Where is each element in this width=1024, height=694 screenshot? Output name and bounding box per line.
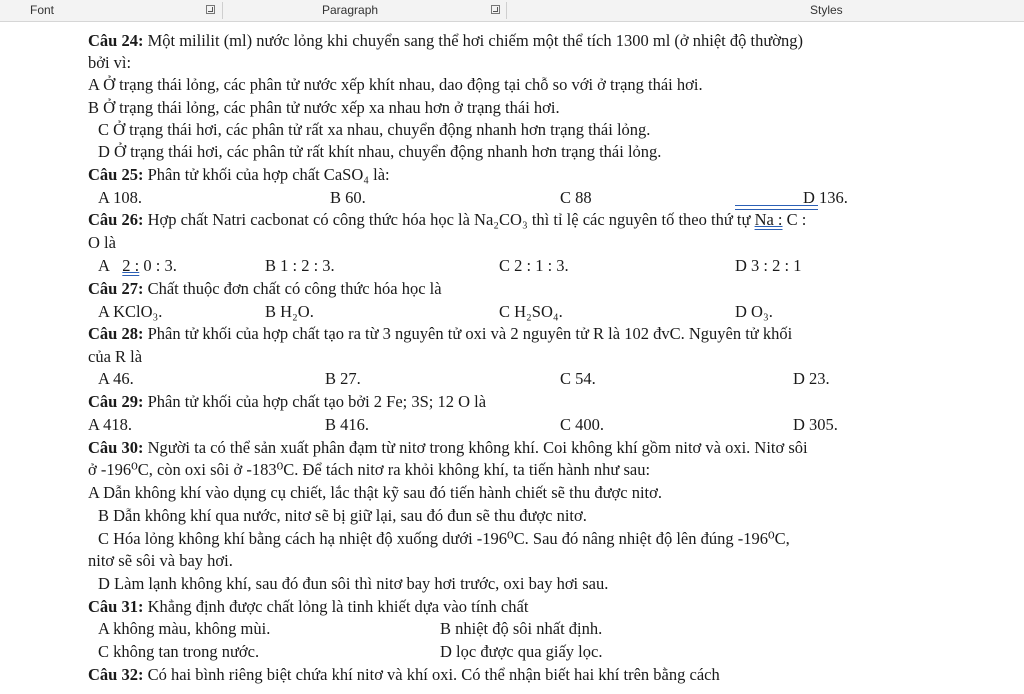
question-label: Câu 31: (88, 597, 144, 616)
question-26-option-a (98, 255, 177, 277)
question-text: Phân tử khối của hợp chất tạo ra từ 3 nguyên tử oxi và 2 nguyên tử R là 102 đvC. Nguyên tử khối (143, 324, 793, 343)
question-text: Hợp chất Natri cacbonat có công thức hóa học là Na₂CO₃ thì tỉ lệ các nguyên tố theo thứ tự (143, 210, 751, 229)
question-text: Một mililit (ml) nước lỏng khi chuyển sang thể hơi chiếm một thể tích 1300 ml (ở nhiệt độ thường) (143, 31, 804, 50)
question-29-option-a: A 418. (88, 415, 133, 434)
question-30-option-b: B Dẫn không khí qua nước, nitơ sẽ bị giữ lại, sau đó đun sẽ thu được nitơ. (98, 506, 587, 525)
question-26-continuation: O là (88, 233, 116, 252)
question-26-option-d: D 3 : 2 : 1 (735, 256, 802, 275)
question-label: Câu 32: (88, 665, 144, 684)
ribbon-group-bar (0, 0, 1024, 22)
question-30 (88, 437, 808, 459)
question-label: Câu 24: (88, 31, 144, 50)
option-text: 0 : 3. (139, 256, 177, 275)
question-text: Có hai bình riêng biệt chứa khí nitơ và khí oxi. Có thể nhận biết hai khí trên bằng cách (143, 665, 720, 684)
question-27 (88, 278, 442, 300)
question-24-option-b: B Ở trạng thái lỏng, các phân tử nước xếp xa nhau hơn ở trạng thái hơi. (88, 98, 560, 117)
question-26 (88, 209, 806, 231)
question-25-option-a: A 108. (98, 188, 143, 207)
question-label: Câu 29: (88, 392, 144, 411)
question-label: Câu 30: (88, 438, 144, 457)
question-29-option-d: D 305. (793, 415, 838, 434)
question-25-option-d: D 136. (803, 188, 848, 207)
paragraph-group-label: Paragraph (322, 3, 379, 17)
question-26-option-b: B 1 : 2 : 3. (265, 256, 335, 275)
question-27-option-c: C H₂SO₄. (499, 302, 563, 321)
question-text: Phân tử khối của hợp chất tạo bởi 2 Fe; 3S; 12 O là (143, 392, 487, 411)
question-24-option-a: A Ở trạng thái lỏng, các phân tử nước xếp khít nhau, dao động tại chỗ so với ở trạng thái hơi. (88, 75, 703, 94)
grammar-flag-text: 2 : (122, 256, 140, 275)
question-31-option-a: A không màu, không mùi. (98, 619, 271, 638)
question-28-continuation: của R là (88, 347, 143, 366)
question-text: Phân tử khối của hợp chất CaSO₄ là: (143, 165, 390, 184)
question-24-option-d: D Ở trạng thái hơi, các phân tử rất khít nhau, chuyển động nhanh hơn trạng thái lỏng. (98, 142, 662, 161)
question-32 (88, 664, 720, 686)
question-29-option-b: B 416. (325, 415, 370, 434)
question-label: Câu 27: (88, 279, 144, 298)
question-28-option-a: A 46. (98, 369, 134, 388)
question-30-option-d: D Làm lạnh không khí, sau đó đun sôi thì nitơ bay hơi trước, oxi bay hơi sau. (98, 574, 609, 593)
question-24-option-c: C Ở trạng thái hơi, các phân tử rất xa nhau, chuyển động nhanh hơn trạng thái lỏng. (98, 120, 651, 139)
question-30-option-c: C Hóa lỏng không khí bằng cách hạ nhiệt độ xuống dưới -196⁰C. Sau đó nâng nhiệt độ lên đúng -196⁰C, (98, 529, 790, 548)
styles-group-label: Styles (810, 3, 843, 17)
question-29 (88, 391, 486, 413)
question-label: Câu 28: (88, 324, 144, 343)
question-28-option-d: D 23. (793, 369, 830, 388)
question-27-option-b: B H₂O. (265, 302, 314, 321)
question-30-option-a: A Dẫn không khí vào dụng cụ chiết, lắc thật kỹ sau đó tiến hành chiết sẽ thu được nitơ. (88, 483, 662, 502)
question-text: Khẳng định được chất lỏng là tinh khiết dựa vào tính chất (143, 597, 529, 616)
font-group-label: Font (30, 3, 55, 17)
question-28-option-c: C 54. (560, 369, 596, 388)
ribbon-separator (506, 2, 507, 19)
question-27-option-a: A KClO₃. (98, 302, 163, 321)
grammar-flag-text: Na : (754, 210, 783, 229)
paragraph-dialog-launcher-icon[interactable] (491, 5, 500, 14)
question-31-option-c: C không tan trong nước. (98, 642, 260, 661)
document-page[interactable] (0, 22, 1024, 694)
font-dialog-launcher-icon[interactable] (206, 5, 215, 14)
question-text: Chất thuộc đơn chất có công thức hóa học là (143, 279, 442, 298)
question-label: Câu 26: (88, 210, 144, 229)
question-27-option-d: D O₃. (735, 302, 773, 321)
question-text-end: C : (782, 210, 807, 229)
question-24-continuation: bởi vì: (88, 53, 132, 72)
ribbon-separator (222, 2, 223, 19)
question-28-option-b: B 27. (325, 369, 361, 388)
question-29-option-c: C 400. (560, 415, 605, 434)
question-31-option-d: D lọc được qua giấy lọc. (440, 642, 603, 661)
question-26-option-c: C 2 : 1 : 3. (499, 256, 569, 275)
option-letter: A (98, 256, 110, 275)
question-25-option-b: B 60. (330, 188, 366, 207)
question-text: Người ta có thể sản xuất phân đạm từ nitơ trong không khí. Coi không khí gồm nitơ và oxi. Nitơ sôi (143, 438, 808, 457)
question-label: Câu 25: (88, 165, 144, 184)
question-24 (88, 30, 803, 52)
question-31-option-b: B nhiệt độ sôi nhất định. (440, 619, 603, 638)
question-25 (88, 164, 390, 186)
question-28 (88, 323, 792, 345)
question-25-option-c: C 88 (560, 188, 592, 207)
question-31 (88, 596, 528, 618)
question-30-continuation: ở -196⁰C, còn oxi sôi ở -183⁰C. Để tách nitơ ra khỏi không khí, ta tiến hành như sau: (88, 460, 651, 479)
question-30-option-c-continuation: nitơ sẽ sôi và bay hơi. (88, 551, 233, 570)
